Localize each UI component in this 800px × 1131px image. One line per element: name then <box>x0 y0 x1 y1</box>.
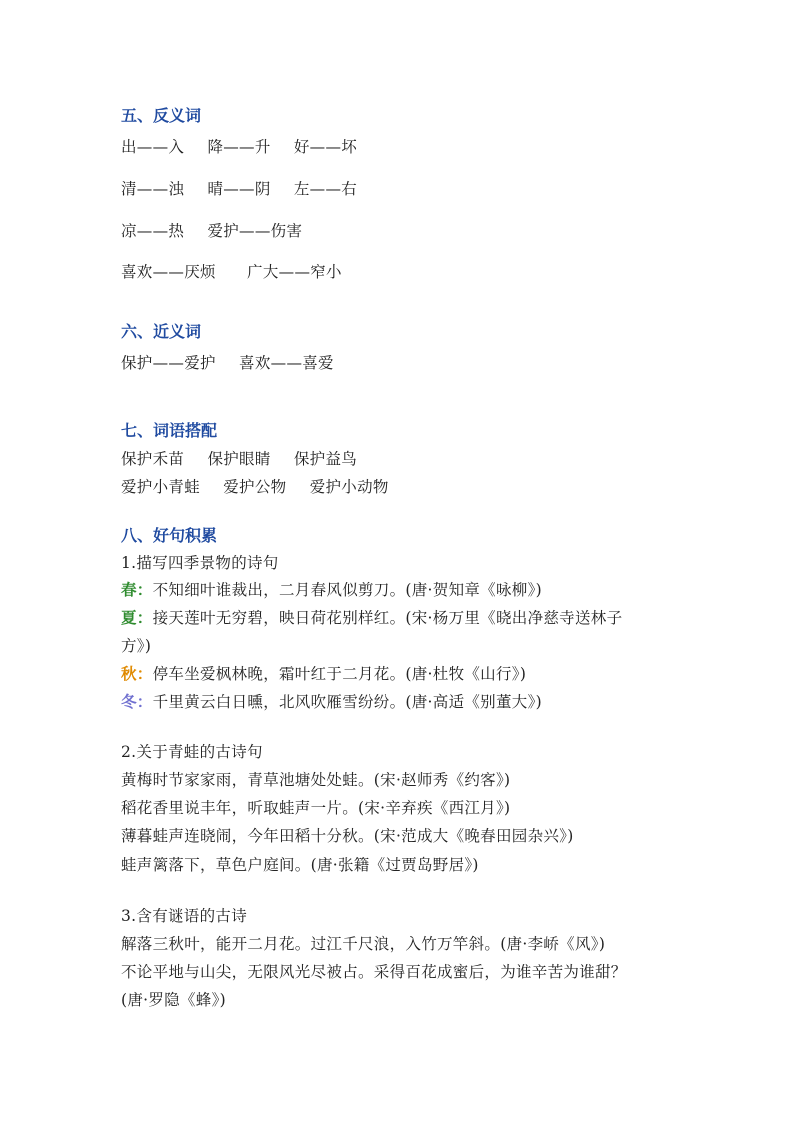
collocation-item: 爱护小青蛙 <box>121 478 201 496</box>
collocation-item: 爱护小动物 <box>309 478 389 496</box>
poem-line-spring <box>121 580 542 600</box>
poem-text: 千里黄云白日曛，北风吹雁雪纷纷。(唐·高适《别董大》) <box>152 693 542 711</box>
antonym-pair: 出——入 <box>121 138 185 156</box>
season-label-winter: 冬： <box>121 692 153 711</box>
subsection-title-seasons: 1.描写四季景物的诗句 <box>121 554 279 572</box>
poem-line: 稻花香里说丰年，听取蛙声一片。(宋·辛弃疾《西江月》) <box>121 799 511 817</box>
collocation-item: 保护益鸟 <box>293 450 358 468</box>
section-title-synonyms: 六、近义词 <box>121 322 202 341</box>
antonym-pair: 喜欢——厌烦 <box>121 263 216 281</box>
subsection-title-riddles: 3.含有谜语的古诗 <box>121 907 247 925</box>
antonym-pair: 降——升 <box>207 138 271 156</box>
antonym-row <box>121 137 357 157</box>
poem-text: 接天莲叶无穷碧，映日荷花别样红。(宋·杨万里《晓出净慈寺送林子 <box>152 609 623 627</box>
collocation-row <box>121 477 389 497</box>
subsection-title-frogs: 2.关于青蛙的古诗句 <box>121 743 263 761</box>
collocation-item: 保护眼睛 <box>207 450 271 468</box>
synonym-row <box>121 353 334 373</box>
antonym-row <box>121 221 302 241</box>
poem-line: 薄暮蛙声连晓闹，今年田稻十分秋。(宋·范成大《晚春田园杂兴》) <box>121 827 574 845</box>
antonym-pair: 好——坏 <box>293 138 358 156</box>
section-title-antonyms: 五、反义词 <box>121 106 202 125</box>
poem-line-autumn <box>121 664 526 684</box>
poem-line: 解落三秋叶，能开二月花。过江千尺浪，入竹万竿斜。(唐·李峤《风》) <box>121 935 606 953</box>
poem-line-winter <box>121 692 542 712</box>
antonym-row <box>121 179 357 199</box>
poem-line: 蛙声篱落下，草色户庭间。(唐·张籍《过贾岛野居》) <box>121 856 479 874</box>
poem-line-summer <box>121 608 622 628</box>
season-label-spring: 春： <box>121 580 153 599</box>
poem-text: 停车坐爱枫林晚，霜叶红于二月花。(唐·杜牧《山行》) <box>152 665 527 683</box>
antonym-pair: 左——右 <box>293 180 358 198</box>
antonym-pair: 爱护——伤害 <box>207 222 303 240</box>
antonym-pair: 广大——窄小 <box>247 263 342 281</box>
antonym-pair: 清——浊 <box>121 180 185 198</box>
synonym-pair: 保护——爱护 <box>121 354 216 372</box>
poem-text: 不知细叶谁裁出，二月春风似剪刀。(唐·贺知章《咏柳》) <box>152 581 542 599</box>
section-title-good-sentences: 八、好句积累 <box>121 526 218 545</box>
synonym-pair: 喜欢——喜爱 <box>239 354 334 372</box>
antonym-pair: 凉——热 <box>121 222 185 240</box>
antonym-pair: 晴——阴 <box>207 180 271 198</box>
poem-line: 黄梅时节家家雨，青草池塘处处蛙。(宋·赵师秀《约客》) <box>121 771 511 789</box>
season-label-autumn: 秋： <box>121 664 153 683</box>
season-label-summer: 夏： <box>121 608 153 627</box>
collocation-item: 保护禾苗 <box>121 450 185 468</box>
poem-line: 不论平地与山尖，无限风光尽被占。采得百花成蜜后，为谁辛苦为谁甜？ <box>121 963 627 981</box>
collocation-item: 爱护公物 <box>223 478 287 496</box>
collocation-row <box>121 449 357 469</box>
antonym-row <box>121 262 342 282</box>
poem-line: (唐·罗隐《蜂》) <box>121 991 226 1009</box>
poem-line-summer-cont: 方》) <box>121 637 152 655</box>
section-title-collocations: 七、词语搭配 <box>121 421 218 440</box>
